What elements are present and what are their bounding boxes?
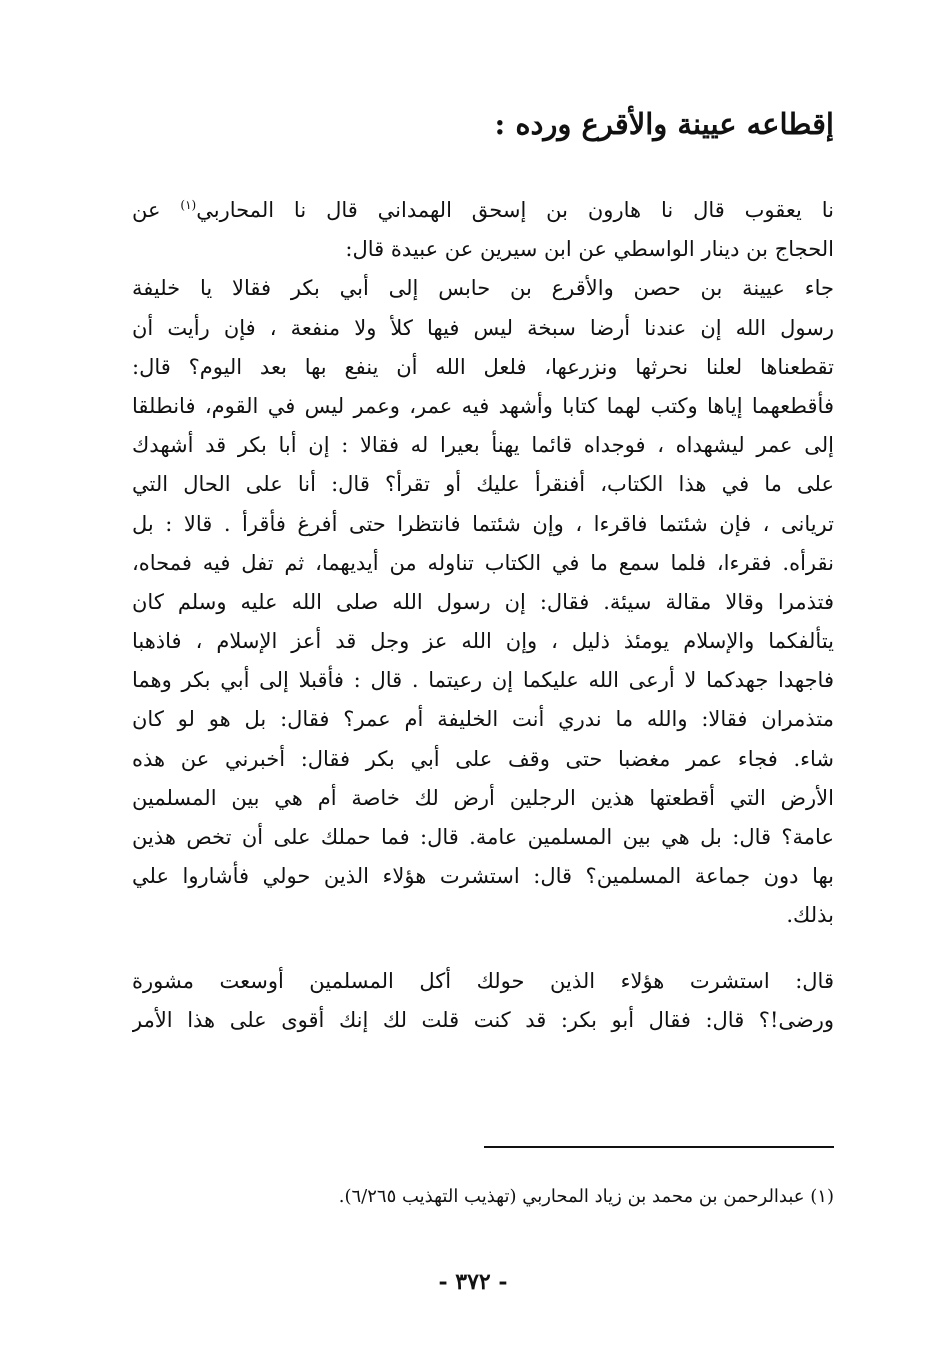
text-line-content: نا يعقوب قال نا هارون بن إسحق الهمداني قال نا المحاربي bbox=[196, 198, 834, 222]
main-text bbox=[132, 191, 834, 1040]
text-line: الأرض التي أقطعتها هذين الرجلين أرض لك خاصة أم هي بين المسلمين bbox=[132, 785, 834, 810]
text-line: بذلك. bbox=[786, 903, 834, 928]
page-number: - ٣٧٢ - bbox=[438, 1269, 508, 1295]
section-heading: إقطاعه عيينة والأقرع ورده : bbox=[494, 107, 834, 141]
paragraph-gap bbox=[132, 936, 834, 962]
text-line: جاء عيينة بن حصن والأقرع بن حابس إلى أبي بكر فقالا يا خليفة bbox=[132, 276, 834, 301]
text-line: متذمران فقالا: والله ما ندري أنت الخليفة أم عمر؟ فقال: بل هو لو كان bbox=[132, 707, 834, 732]
text-line: فتذمرا وقالا مقالة سيئة. فقال: إن رسول الله صلى الله عليه وسلم كان bbox=[132, 589, 834, 614]
text-line: يتألفكما والإسلام يومئذ ذليل ، وإن الله عز وجل قد أعز الإسلام ، فاذهبا bbox=[132, 629, 834, 654]
text-line: الحجاج بن دينار الواسطي عن ابن سيرين عن عبيدة قال: bbox=[345, 237, 834, 262]
text-line: على ما في هذا الكتاب، أفنقرأ عليك أو تقرأ؟ قال: أنا على الحال التي bbox=[132, 472, 834, 497]
footnote-divider bbox=[484, 1146, 834, 1148]
text-line: تريانى ، فإن شئتما فاقرءا ، وإن شئتما فانتظرا حتى أفرغ فأقرأ . قالا : بل bbox=[132, 511, 834, 536]
text-line: قال: استشرت هؤلاء الذين حولك أكل المسلمين أوسعت مشورة bbox=[132, 968, 834, 993]
text-line: عامة؟ قال: بل هي بين المسلمين عامة. قال: فما حملك على أن تخص هذين bbox=[132, 825, 834, 849]
text-line: فاجهدا جهدكما لا أرعى الله عليكما إن رعيتما . قال : فأقبلا إلى أبي بكر وهما bbox=[132, 668, 834, 693]
text-line: شاء. فجاء عمر مغضبا حتى وقف على أبي بكر فقال: أخبرني عن هذه bbox=[132, 746, 834, 771]
text-line: نقرأه. فقرءا، فلما سمع ما في الكتاب تناوله من أيديهما، ثم تفل فيه فمحاه، bbox=[132, 550, 834, 575]
text-line: إلى عمر ليشهداه ، فوجداه قائما يهنأ بعيرا له فقالا : إن أبا بكر قد أشهدك bbox=[132, 433, 834, 458]
text-line-tail: عن bbox=[132, 198, 181, 222]
footnote-reference: (١) bbox=[180, 198, 197, 212]
text-line: فأقطعهما إياها وكتب لهما كتابا وأشهد فيه عمر، وعمر ليس في القوم، فانطلقا bbox=[132, 393, 834, 418]
text-line: رسول الله إن عندنا أرضا سبخة ليس فيها كلأ ولا منفعة ، فإن رأيت أن bbox=[132, 315, 834, 340]
text-line bbox=[132, 191, 834, 230]
text-line: بها دون جماعة المسلمين؟ قال: استشرت هؤلاء الذين حولي فأشاروا علي bbox=[132, 864, 834, 889]
text-line: تقطعناها لعلنا نحرثها ونزرعها، فلعل الله أن ينفع بها بعد اليوم؟ قال: bbox=[132, 354, 834, 379]
footnote: (١) عبدالرحمن بن محمد بن زياد المحاربي (تهذيب التهذيب ٦/٢٦٥). bbox=[338, 1186, 834, 1207]
text-line: ورضى!؟ قال: فقال أبو بكر: قد كنت قلت لك إنك أقوى على هذا الأمر bbox=[132, 1007, 834, 1032]
